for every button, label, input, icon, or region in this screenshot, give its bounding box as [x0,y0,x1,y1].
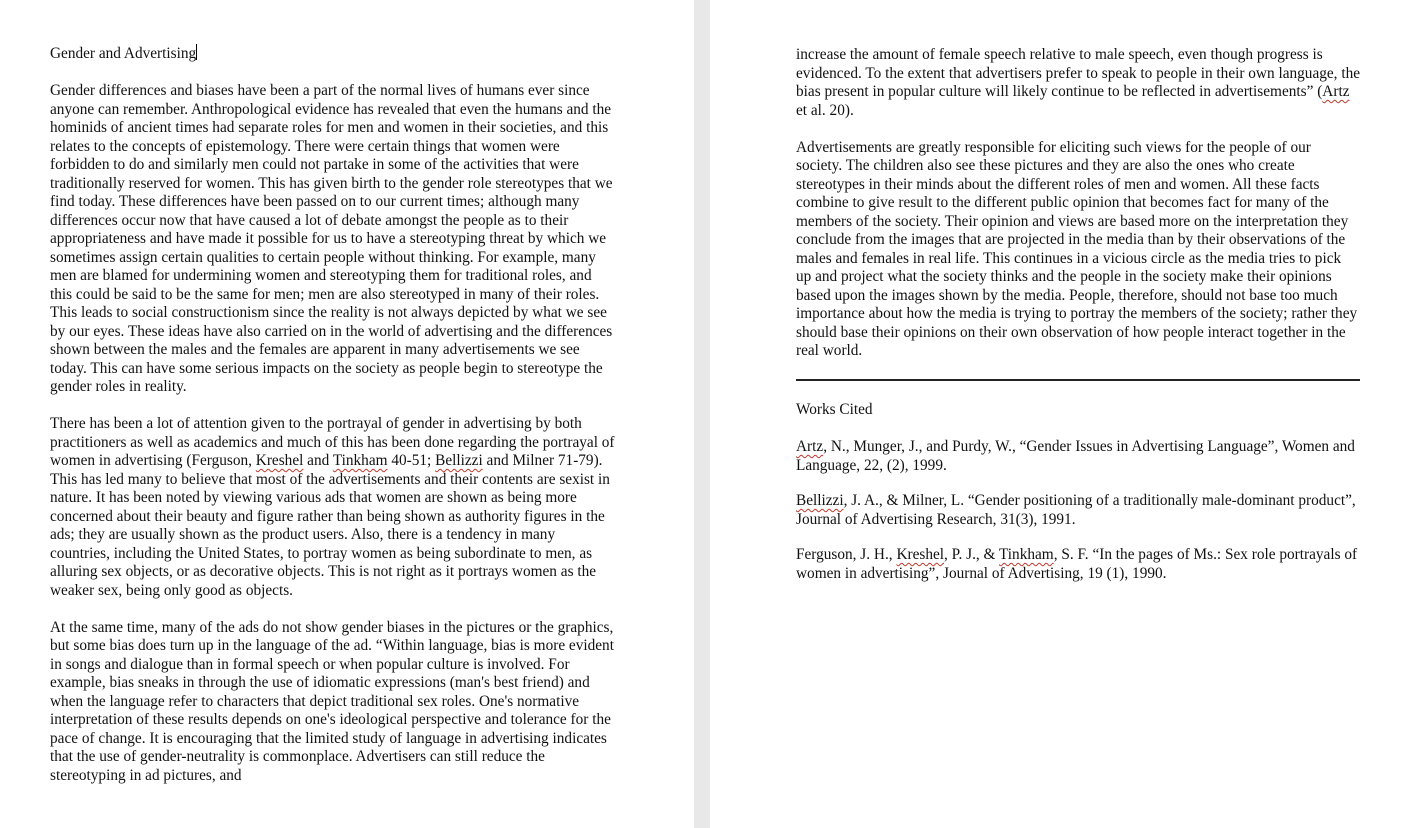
paragraph-portrayal-text-3: 40-51; [387,452,436,469]
paragraph-continued-text-1: increase the amount of female speech relative to male speech, even though progress is evidenced. To the extent that advertisers prefer to speak to people in their own language, the bias present in popular culture will likely continue to be reflected in advertisements” ( [796,46,1361,100]
reference-ferguson[interactable] [796,546,1360,583]
spelling-flag-artz[interactable]: Artz [1322,83,1350,100]
spelling-flag-tinkham-ref[interactable]: Tinkham [999,546,1054,563]
spelling-flag-tinkham[interactable]: Tinkham [332,452,388,469]
paragraph-language-bias[interactable]: At the same time, many of the ads do not show gender biases in the pictures or the graphics, but some bias does turn up in the language of the ad. “Within language, bias is more evident in songs and dialogue than in formal speech or when popular culture is involved. For example, bias sneaks in through the use of idiomatic expressions (man's best friend) and when the language refer to characters that depict traditional sex roles. One's normative interpretation of these results depends on one's ideological perspective and tolerance for the pace of change. It is encouraging that the limited study of language in advertising indicates that the use of gender-neutrality is commonplace. Advertisers can still reduce the stereotyping in ad pictures, and [50,618,614,784]
paragraph-portrayal-text-2: and [303,452,333,469]
paragraph-conclusion[interactable]: Advertisements are greatly responsible for eliciting such views for the people of our society. The children also see these pictures and they are also the ones who create stereotypes in their minds about the different roles of men and women. All these facts combine to give result to the different public opinion that becomes fact for many of the members of the society. Their opinion and views are based more on the interpretation they conclude from the images that are projected in the media than by their observations of the males and females in real life. This continues in a vicious circle as the media tries to pick up and project what the society thinks and the people in the society make their opinions based upon the images shown by the media. People, therefore, should not base too much importance about how the media is trying to portray the members of the society; rather they should base their opinions on their own observation of how people interact together in the real world. [796,138,1358,359]
spelling-flag-artz-ref[interactable]: Artz [796,438,824,455]
spelling-flag-kreshel[interactable]: Kreshel [255,452,304,469]
paragraph-intro[interactable]: Gender differences and biases have been a part of the normal lives of humans ever since anyone can remember. Anthropological evidence has revealed that even the humans and the hominids of ancient times had separate roles for men and women in their societies, and this relates to the concepts of epistemology. There were certain things that women were forbidden to do and similarly men could not partake in some of the activities that were traditionally reserved for women. This has given birth to the gender role stereotypes that we find today. These differences have been passed on to our current times; although many differences occur now that have caused a lot of debate amongst the people as to their appropriateness and have made it possible for us to have a stereotyping threat by which we sometimes assign certain qualities to certain people without thinking. For example, many men are blamed for undermining women and stereotyping them for traditional roles, and this could be said to be the same for men; men are also stereotyped in many of their roles. This leads to social constructionism since the reality is not always depicted by what we see by our eyes. These ideas have also carried on in the world of advertising and the differences shown between the males and the females are apparent in many advertisements we see today. This can have some serious impacts on the society as people begin to stereotype the gender roles in reality. [50,82,613,395]
reference-artz[interactable] [796,438,1360,475]
spelling-flag-bellizzi[interactable]: Bellizzi [435,452,483,469]
document-page-right[interactable] [710,0,1414,828]
right-page-body[interactable] [796,46,1360,600]
paragraph-portrayal-text-4: and Milner 71-79). This has led many to believe that most of the advertisements and their contents are sexist in nature. It has been noted by viewing various ads that women are shown as being more concerned about their beauty and figure rather than being shown as authority figures in the ads; they are usually shown as the product users. Also, there is a tendency in many countries, including the United States, to portray women as being subordinate to men, as alluring sex objects, or as decorative objects. This is not right as it portrays women as the weaker sex, being only good as objects. [50,452,610,599]
reference-artz-text: , N., Munger, J., and Purdy, W., “Gender Issues in Advertising Language”, Women and Language, 22, (2), 1999. [796,438,1355,474]
paragraph-continued-text-2: et al. 20). [796,101,854,119]
left-page-body[interactable] [50,44,616,804]
spelling-flag-kreshel-ref[interactable]: Kreshel [896,546,945,563]
reference-bellizzi-text: , J. A., & Milner, L. “Gender positioning of a traditionally male-dominant product”, Journal of Advertising Research, 31(3), 1991. [796,492,1356,528]
document-title[interactable] [50,44,616,64]
text-cursor [196,44,197,60]
paragraph-portrayal[interactable] [50,415,616,600]
paragraph-portrayal-text-1: There has been a lot of attention given to the portrayal of gender in advertising by both practitioners as well as academics and much of this has been done regarding the portrayal of women in advertising (Ferguson, [50,415,615,469]
works-cited-heading[interactable]: Works Cited [796,401,873,418]
reference-ferguson-text-1: Ferguson, J. H., [796,546,897,563]
reference-bellizzi[interactable] [796,492,1360,529]
document-title-text: Gender and Advertising [50,45,197,62]
reference-ferguson-text-2: , P. J., & [944,546,999,563]
reference-ferguson-text-3: , S. F. “In the pages of Ms.: Sex role portrayals of women in advertising”, Journal of Advertising, 19 (1), 1990. [796,546,1358,582]
section-divider [796,379,1360,381]
document-page-left[interactable] [0,0,694,828]
paragraph-continued[interactable] [796,46,1360,120]
spelling-flag-bellizzi-ref[interactable]: Bellizzi [796,492,844,509]
